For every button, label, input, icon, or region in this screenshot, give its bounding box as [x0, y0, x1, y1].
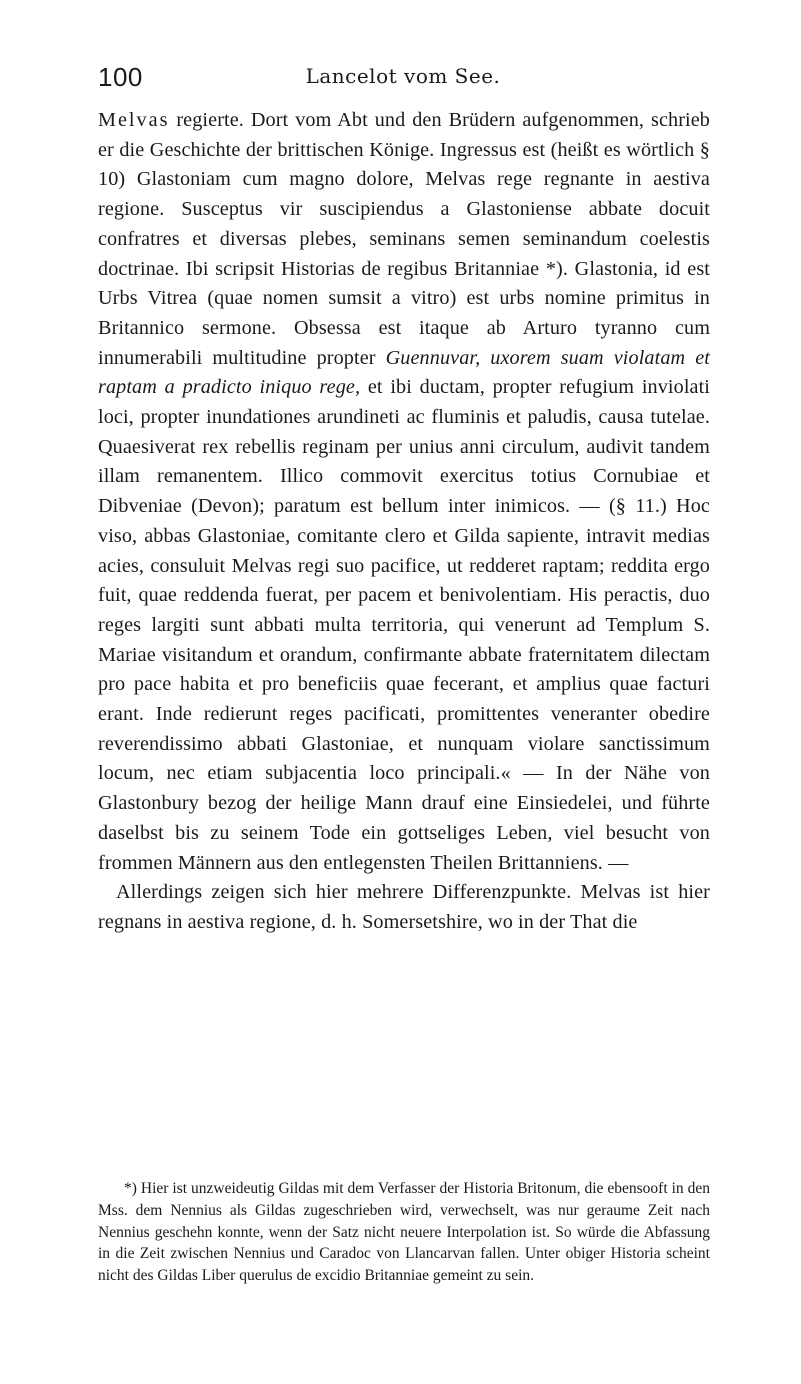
text-segment: et ibi ductam, propter refugium inviolati loci, propter inundationes arundineti ac fluminis et paludis, causa tutelae. Quaesiverat rex rebellis reginam per unius anni circulum, audivit tandem illam remanentem. Illico commovit exercitus totius Cornubiae et Dibveniae (Devon); paratum est bellum inter inimicos. — (§ 11.) Hoc viso, abbas Glastoniae, comitante clero et Gilda sapiente, intravit medias acies, consuluit Melvas regi suo pacifice, ut redderet raptam; reddita ergo fuit, quae reddenda fuerat, per pacem et benivolentiam. His peractis, duo reges largiti sunt abbati multa territoria, qui venerunt ad Templum S. Mariae visitandum et orandum, confirmante abbate fraternitatem dilectam pro pace habita et pro beneficiis quae fecerant, et amplius quae facturi erant. Inde redierunt reges pacificati, promittentes veneranter obedire reverendissimo abbati Glastoniae, et nunquam violare sanctissimum locum, nec etiam subjacentia loco principali.« — In der Nähe von Glastonbury bezog der heilige Mann drauf eine Einsiedelei, und führte daselbst bis zu seinem Tode ein gottseliges Leben, viel besucht von frommen Männern aus den entlegensten Theilen Brittanniens. —	[98, 376, 711, 874]
italic-quote: Guennuvar, uxorem suam violatam et raptam a pradicto iniquo rege,	[98, 346, 710, 399]
running-header	[98, 62, 708, 98]
running-title: Lancelot vom See.	[305, 64, 501, 88]
name-melvas: Melvas	[580, 881, 641, 904]
main-text	[98, 106, 710, 938]
footnote-text: *) Hier ist unzweideutig Gildas mit dem Verfasser der Historia Britonum, die ebensooft in den Mss. dem Nennius als Gildas zugeschrieben wird, verwechselt, was nur geraume Zeit nach Nennius geschehn konnte, wenn der Satz nicht neuere Interpolation ist. So würde die Abfassung in die Zeit zwischen Nennius und Caradoc von Llancarvan fallen. Unter obiger Historia scheint nicht des Gildas Liber querulus de excidio Britanniae gemeint zu sein.	[98, 1180, 710, 1285]
footnote	[98, 1178, 710, 1287]
text-segment: ist hier regnans in aestiva regione, d. h. Somersetshire, wo in der That die	[98, 881, 710, 933]
text-segment: Allerdings zeigen sich hier mehrere Differenzpunkte.	[116, 881, 581, 904]
paragraph	[98, 878, 710, 937]
paragraph	[98, 106, 710, 878]
page-number: 100	[98, 62, 143, 92]
name-melvas: Melvas	[98, 109, 170, 131]
text-segment: regierte. Dort vom Abt und den Brüdern aufgenommen, schrieb er die Geschichte der brittischen Könige. Ingressus est (heißt es wörtlich § 10) Glastoniam cum magno dolore, Melvas rege regnante in aestiva regione. Susceptus vir suscipiendus a Glastoniense abbate docuit confratres et diversas plebes, seminans semen seminandum coelestis doctrinae. Ibi scripsit Historias de regibus Britanniae *). Glastonia, id est Urbs Vitrea (quae nomen sumsit a vitro) est urbs nomine primitus in Britannico sermone. Obsessa est itaque ab Arturo tyranno cum innumerabili multitudine propter	[98, 109, 710, 369]
